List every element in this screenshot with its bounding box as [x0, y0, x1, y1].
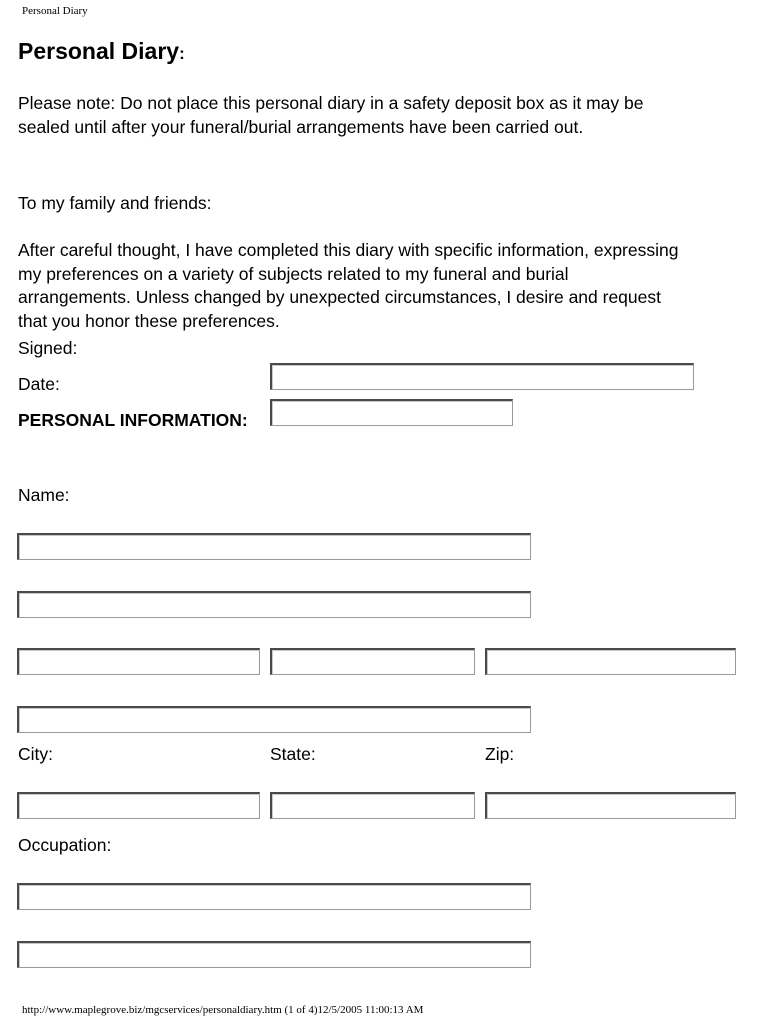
name-label: Name: [18, 485, 70, 505]
body-line: that you honor these preferences. [18, 310, 280, 331]
signed-label: Signed: [18, 338, 78, 358]
zip-label: Zip: [485, 744, 515, 764]
body-line: my preferences on a variety of subjects related to my funeral and burial [18, 263, 569, 284]
state-field[interactable] [270, 792, 475, 819]
body-line: arrangements. Unless changed by unexpected circumstances, I desire and request [18, 287, 661, 307]
signed-field[interactable] [270, 363, 694, 390]
employer-field[interactable] [17, 941, 531, 968]
print-footer: http://www.maplegrove.biz/mgcservices/personaldiary.htm (1 of 4)12/5/2005 11:00:13 AM [22, 1004, 424, 1016]
state-label: State: [270, 744, 316, 764]
note-line: Please note: Do not place this personal diary in a safety deposit box as it may be [18, 93, 644, 113]
line2-field[interactable] [17, 591, 531, 618]
date-field[interactable] [270, 399, 513, 426]
zip-field[interactable] [485, 792, 736, 819]
city-label: City: [18, 744, 53, 764]
personal-information-heading: PERSONAL INFORMATION: [18, 410, 248, 430]
occupation-label: Occupation: [18, 835, 112, 855]
row3-field-b[interactable] [270, 648, 475, 675]
date-label: Date: [18, 374, 60, 394]
body-line: After careful thought, I have completed this diary with specific information, expressing [18, 240, 679, 260]
body-paragraph [18, 239, 748, 333]
page-title-colon: : [179, 44, 185, 63]
address-field[interactable] [17, 706, 531, 733]
name-field[interactable] [17, 533, 531, 560]
page-title [18, 38, 185, 65]
print-header: Personal Diary [22, 5, 88, 17]
salutation: To my family and friends: [18, 193, 212, 213]
row3-field-c[interactable] [485, 648, 736, 675]
occupation-field[interactable] [17, 883, 531, 910]
city-field[interactable] [17, 792, 260, 819]
note-paragraph [18, 92, 748, 139]
page-title-text: Personal Diary [18, 38, 180, 64]
row3-field-a[interactable] [17, 648, 260, 675]
note-line: sealed until after your funeral/burial arrangements have been carried out. [18, 116, 584, 137]
